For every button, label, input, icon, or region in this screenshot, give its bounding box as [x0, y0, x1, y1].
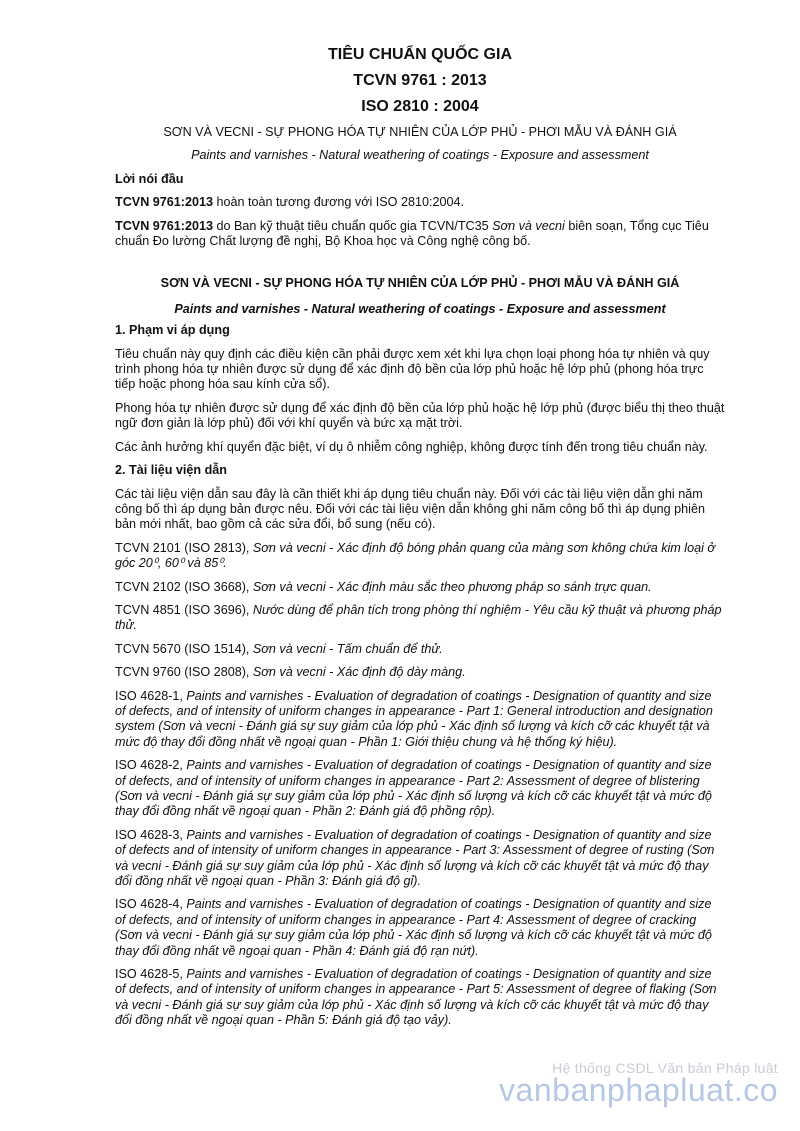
reference-item: TCVN 2101 (ISO 2813), Sơn và vecni - Xác định độ bóng phản quang của màng sơn không chứa kim loại ở góc 20⁰, 60⁰ và 85⁰. [115, 540, 715, 571]
reference-item: ISO 4628-3, Paints and varnishes - Evaluation of degradation of coatings - Designation of quantity and size of defects and of intensity of uniform changes in appearance - Part 3: Assessment of degree of rusting (Sơn và vecni - Đánh giá sự suy giảm của lớp phủ - Xác định số lượng và kích cỡ các khuyết tật và mức độ thay đổi đồng nhất về ngoại quan - Phần 3: Đánh giá độ gỉ). [115, 827, 715, 889]
document-page [115, 0, 725, 1029]
reference-list [115, 541, 725, 1029]
section-1-paragraph-1: Tiêu chuẩn này quy định các điều kiện cần phải được xem xét khi lựa chọn loại phong hóa tự nhiên và quy trình phong hóa tự nhiên được sử dụng để xác định độ bền của lớp phủ hoặc hệ lớp phủ (phong hóa trực tiếp hoặc phong hóa sau kính cửa sổ). [115, 346, 710, 392]
document-code: TCVN 9761 : 2013 [353, 72, 487, 89]
document-iso: ISO 2810 : 2004 [361, 98, 479, 115]
section-2-intro: Các tài liệu viện dẫn sau đây là cần thiết khi áp dụng tiêu chuẩn này. Đối với các tài liệu viện dẫn ghi năm công bố thì áp dụng bản được nêu. Đối với các tài liệu viện dẫn không ghi năm công bố thì áp dụng phiên bản mới nhất, bao gồm cả các sửa đổi, bổ sung (nếu có). [115, 486, 705, 532]
foreword-paragraph-2: TCVN 9761:2013 do Ban kỹ thuật tiêu chuẩn quốc gia TCVN/TC35 Sơn và vecni biên soạn, Tổng cục Tiêu chuẩn Đo lường Chất lượng đề nghị, Bộ Khoa học và Công nghệ công bố. [115, 218, 709, 249]
watermark-caption: Hệ thống CSDL Văn bản Pháp luật [552, 1060, 778, 1076]
reference-item: TCVN 2102 (ISO 3668), Sơn và vecni - Xác định màu sắc theo phương pháp so sánh trực quan. [115, 579, 652, 594]
reference-item: ISO 4628-5, Paints and varnishes - Evaluation of degradation of coatings - Designation of quantity and size of defects, and of intensity of uniform changes in appearance - Part 5: Assessment of degree of flaking (Sơn và vecni - Đánh giá sự suy giảm của lớp phủ - Xác định số lượng và kích cỡ các khuyết tật và mức độ thay đổi đồng nhất về ngoại quan - Phần 5: Đánh giá độ tạo vảy). [115, 967, 717, 1028]
section-1-paragraph-2: Phong hóa tự nhiên được sử dụng để xác định độ bền của lớp phủ hoặc hệ lớp phủ (được biểu thị theo thuật ngữ đơn giản là lớp phủ) đối với khí quyển và bức xạ mặt trời. [115, 400, 725, 431]
standard-title-vi: SƠN VÀ VECNI - SỰ PHONG HÓA TỰ NHIÊN CỦA LỚP PHỦ - PHƠI MẪU VÀ ĐÁNH GIÁ [160, 276, 680, 291]
subtitle-vi: SƠN VÀ VECNI - SỰ PHONG HÓA TỰ NHIÊN CỦA LỚP PHỦ - PHƠI MẪU VÀ ĐÁNH GIÁ [163, 125, 677, 139]
reference-item: ISO 4628-2, Paints and varnishes - Evaluation of degradation of coatings - Designation of quantity and size of defects, and of intensity of uniform changes in appearance - Part 2: Assessment of degree of blistering (Sơn và vecni - Đánh giá sự suy giảm của lớp phủ - Xác định số lượng và kích cỡ các khuyết tật và mức độ thay đổi đồng nhất về ngoại quan - Phần 2: Đánh giá độ phồng rộp). [115, 758, 712, 819]
reference-item: ISO 4628-1, Paints and varnishes - Evaluation of degradation of coatings - Designation of quantity and size of defects, and of intensity of uniform changes in appearance - Part 1: General introduction and designation system (Sơn và vecni - Đánh giá sự suy giảm của lớp phủ - Xác định số lượng và kích cỡ các khuyết tật và mức độ thay đổi đồng nhất về ngoại quan - Phần 1: Giới thiệu chung và hệ thống ký hiệu). [115, 688, 713, 749]
section-2-heading: 2. Tài liệu viện dẫn [115, 463, 227, 478]
reference-item: TCVN 5670 (ISO 1514), Sơn và vecni - Tấm chuẩn để thử. [115, 641, 443, 656]
reference-item: ISO 4628-4, Paints and varnishes - Evaluation of degradation of coatings - Designation of quantity and size of defects, and of intensity of uniform changes in appearance - Part 4: Assessment of degree of cracking (Sơn và vecni - Đánh giá sự suy giảm của lớp phủ - Xác định số lượng và kích cỡ các khuyết tật và mức độ thay đổi đồng nhất về ngoại quan - Phần 4: Đánh giá độ rạn nứt). [115, 897, 712, 958]
section-1-paragraph-3: Các ảnh hưởng khí quyển đặc biệt, ví dụ ô nhiễm công nghiệp, không được tính đến trong tiêu chuẩn này. [115, 439, 708, 454]
foreword-heading: Lời nói đầu [115, 171, 184, 186]
reference-item: TCVN 4851 (ISO 3696), Nước dùng để phân tích trong phòng thí nghiệm - Yêu cầu kỹ thuật và phương pháp thử. [115, 602, 722, 633]
reference-item: TCVN 9760 (ISO 2808), Sơn và vecni - Xác định độ dày màng. [115, 665, 466, 680]
watermark-site: vanbanphapluat.co [499, 1072, 778, 1108]
subtitle-en: Paints and varnishes - Natural weathering of coatings - Exposure and assessment [191, 148, 649, 163]
document-title: TIÊU CHUẨN QUỐC GIA [328, 46, 512, 63]
foreword-paragraph-1: TCVN 9761:2013 hoàn toàn tương đương với ISO 2810:2004. [115, 195, 465, 210]
standard-title-en: Paints and varnishes - Natural weathering of coatings - Exposure and assessment [174, 301, 666, 316]
section-1-heading: 1. Phạm vi áp dụng [115, 323, 230, 338]
